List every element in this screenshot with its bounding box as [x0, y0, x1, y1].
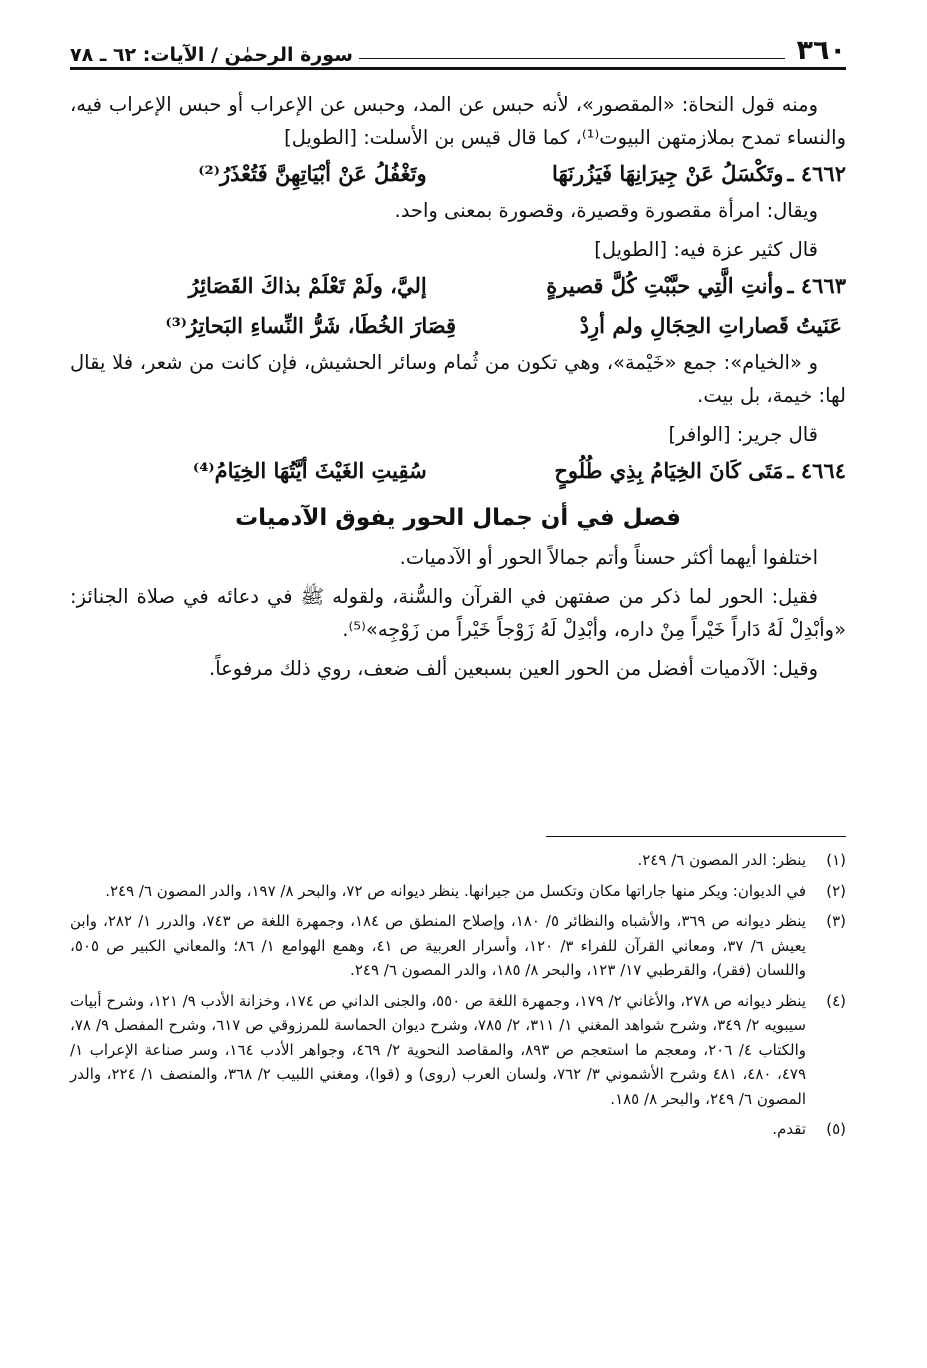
paragraph: اختلفوا أيهما أكثر حسناً وأتم جمالاً الحور أو الآدميات.: [399, 546, 818, 569]
book-page: [70, 0, 846, 1368]
paragraph: و «الخيام»: جمع «خَيْمة»، وهي تكون من ثُمام وسائر الحشيش، فإن كانت من شعر، فلا يقال لها: خيمة، بل بيت.: [70, 351, 846, 407]
page-number: ٣٦٠: [796, 35, 846, 66]
verse-second-hemistich: إليَّ، ولَمْ تَعْلَمْ بذاكَ القَصَائِرُ: [188, 273, 427, 298]
verse-first-hemistich: وأنتِ الَّتِي حبَّبْتِ كُلَّ قصيرةٍ: [546, 273, 784, 298]
footnote-text: في الديوان: ويكر منها جاراتها مكان وتكسل من جيرانها. ينظر ديوانه ص ٧٢، والبحر ٨/ ١٩٧، والدر المصون ٦/ ٢٤٩.: [105, 881, 806, 900]
paragraph: فقيل: الحور لما ذكر من صفتهن في القرآن والسُّنة، ولقوله ﷺ في دعائه في صلاة الجنائز: «وأبْدِلْ لَهُ دَاراً خَيْراً مِنْ داره، وأبْدِلْ لَهُ زَوْجاً خَيْراً من زَوْجِه»⁽⁵⁾.: [70, 585, 846, 641]
footnote-text: تقدم.: [772, 1120, 806, 1138]
paragraph: ويقال: امرأة مقصورة وقصيرة، وقصورة بمعنى واحد.: [394, 199, 818, 222]
verse-second-hemistich: قِصَارَ الخُطَا، شَرُّ النِّساءِ البَحاتِرُ⁽³⁾: [165, 313, 456, 338]
footnote-number: (٤): [826, 991, 846, 1010]
footnote: [70, 848, 846, 873]
section-heading: فصل في أن جمال الحور يفوق الآدميات: [235, 505, 681, 531]
footnote-number: (١): [826, 851, 846, 869]
paragraph: ومنه قول النحاة: «المقصور»، لأنه حبس عن المد، وحبس عن الإعراب أو حبس الإعراب فيه، والنساء تمدح بملازمتهن البيوت⁽¹⁾، كما قال قيس بن الأسلت: [الطويل]: [70, 93, 846, 149]
verse-second-hemistich: سُقِيتِ الغَيْثَ أيَّتُهَا الخِيَامُ⁽⁴⁾: [192, 458, 427, 483]
footnote: [70, 989, 846, 1112]
running-header: [70, 30, 846, 66]
paragraph: قال جرير: [الوافر]: [668, 423, 818, 446]
verse-first-hemistich: مَتَى كَانَ الخِيَامُ بِذِي طُلُوحٍ: [554, 458, 784, 483]
running-title: سورة الرحمٰن / الآيات: ٦٢ ـ ٧٨: [70, 44, 353, 66]
verse-second-hemistich: وتَغْفُلُ عَنْ أبْيَاتِهِنَّ فَتُعْذَرُ⁽²⁾: [198, 161, 427, 186]
verse-first-hemistich: وتَكْسَلُ عَنْ جِيرَانِهَا فَيَزُرنَهَا: [552, 161, 784, 186]
footnote-text: ينظر ديوانه ص ٣٦٩، والأشباه والنظائر ٥/ ١٨٠، وإصلاح المنطق ص ١٨٤، وجمهرة اللغة ص ٧٤٣، والدرر ١/ ٢٨٢، وابن يعيش ٦/ ٣٧، ومعاني القرآن للفراء ٣/ ١٢٠، وأسرار العربية ص ٤١، وهمع الهوامع ١/ ٨٦؛ والمعاني الكبير ص ٥٠٥، واللسان (فقر)، والقرطبي ١٧/ ١٢٣، والبحر ٨/ ١٨٥، والدر المصون ٦/ ٢٤٩.: [70, 912, 806, 979]
footnote-text: ينظر: الدر المصون ٦/ ٢٤٩.: [637, 851, 806, 869]
footnote-number: (٥): [826, 1120, 846, 1138]
verse-line: [70, 154, 846, 194]
paragraph: وقيل: الآدميات أفضل من الحور العين بسبعين ألف ضعف، روي ذلك مرفوعاً.: [209, 657, 818, 680]
verse-number: ٤٦٦٣ ـ: [787, 273, 846, 298]
verse-line: [70, 451, 846, 491]
verse-number: ٤٦٦٤ ـ: [787, 458, 846, 483]
footnote-number: (٣): [826, 912, 846, 930]
main-text: [70, 88, 846, 685]
verse-line: [70, 306, 846, 346]
footnote: [70, 909, 846, 983]
verse-first-hemistich: عَنَيتُ قَصاراتِ الحِجَالِ ولم أرِدْ: [579, 313, 842, 338]
footnotes: [70, 848, 846, 1148]
footnote-number: (٢): [826, 881, 846, 900]
footnote-separator: [546, 836, 846, 837]
verse-line: [70, 266, 846, 306]
verse-number: ٤٦٦٢ ـ: [787, 161, 846, 186]
footnote-text: ينظر ديوانه ص ٢٧٨، والأغاني ٢/ ١٧٩، وجمهرة اللغة ص ٥٥٠، والجنى الداني ص ١٧٤، وخزانة الأدب ٩/ ١٢١، وشرح أبيات سيبويه ٢/ ٣٤٩، وشرح شواهد المغني ١/ ٣١١، ٢/ ٧٨٥، وشرح ديوان الحماسة للمرزوقي ص ٦١٧، وشرح المفصل ٩/ ٧٨، والكتاب ٤/ ٢٠٦، ومعجم ما استعجم ص ٨٩٣، والمقاصد النحوية ٢/ ٤٦٩، وجواهر الأدب ١٦٤، وسر صناعة الإعراب ١/ ٤٧٩، ٤٨٠، ٤٨١ وشرح الأشموني ٣/ ٧٦٢، ولسان العرب (روى) و (قوا)، ومغني اللبيب ٢/ ٣٦٨، والمنصف ١/ ٢٢٤، والدر المصون ٦/ ٢٤٩، والبحر ٨/ ١٨٥.: [70, 991, 807, 1108]
footnote: [70, 879, 846, 904]
footnote: [70, 1117, 846, 1142]
header-divider: [70, 67, 846, 70]
paragraph: قال كثير عزة فيه: [الطويل]: [594, 238, 818, 261]
header-rule: [359, 58, 785, 59]
